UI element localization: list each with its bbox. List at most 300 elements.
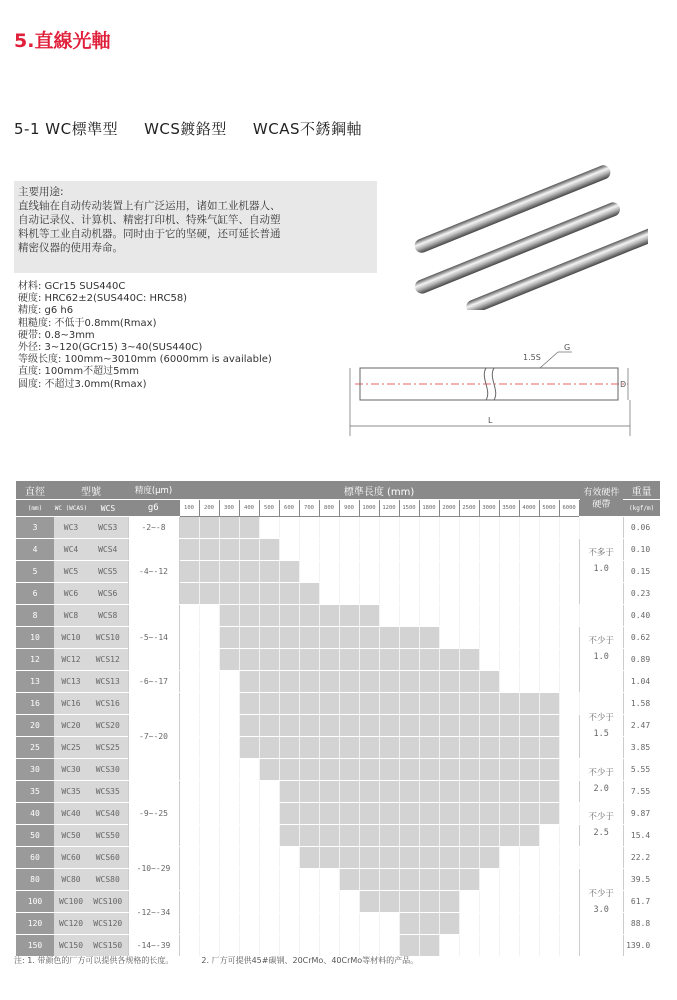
spec-roundness: 圆度: 不超过3.0mm(Rmax) — [18, 378, 147, 390]
length-availability-cell — [519, 561, 539, 583]
length-availability-cell — [219, 605, 239, 627]
length-availability-cell — [259, 627, 279, 649]
hardness-cell: 不少于 3.0 — [579, 847, 623, 957]
length-availability-cell — [539, 583, 559, 605]
length-availability-cell — [399, 935, 419, 957]
length-availability-cell — [519, 649, 539, 671]
length-availability-cell — [499, 913, 519, 935]
length-availability-cell — [319, 693, 339, 715]
length-availability-cell — [179, 825, 199, 847]
diameter-cell: 10 — [16, 627, 54, 649]
length-availability-cell — [339, 935, 359, 957]
length-availability-cell — [439, 825, 459, 847]
length-availability-cell — [539, 517, 559, 539]
model-wc-cell: WC5 — [54, 561, 88, 583]
diameter-cell: 25 — [16, 737, 54, 759]
spec-diameter: 外径: 3~120(GCr15) 3~40(SUS440C) — [18, 342, 203, 354]
length-availability-cell — [439, 671, 459, 693]
model-wcs-cell: WCS25 — [88, 737, 128, 759]
length-availability-cell — [199, 649, 219, 671]
diameter-cell: 100 — [16, 891, 54, 913]
table-row — [16, 693, 660, 715]
length-header-cell: 2500 — [459, 500, 479, 517]
length-availability-cell — [179, 671, 199, 693]
subtitle-wc: 5-1 WC標準型 — [14, 120, 119, 138]
length-availability-cell — [479, 913, 499, 935]
diameter-cell: 50 — [16, 825, 54, 847]
length-availability-cell — [339, 583, 359, 605]
length-availability-cell — [319, 913, 339, 935]
model-wcs-cell: WCS6 — [88, 583, 128, 605]
length-availability-cell — [419, 935, 439, 957]
length-availability-cell — [179, 759, 199, 781]
length-availability-cell — [559, 891, 579, 913]
length-availability-cell — [239, 803, 259, 825]
length-availability-cell — [339, 803, 359, 825]
length-availability-cell — [399, 825, 419, 847]
model-wcs-cell: WCS30 — [88, 759, 128, 781]
length-header-cell: 1800 — [419, 500, 439, 517]
length-availability-cell — [359, 517, 379, 539]
spec-table — [16, 481, 660, 957]
length-availability-cell — [419, 517, 439, 539]
length-availability-cell — [519, 715, 539, 737]
length-availability-cell — [179, 583, 199, 605]
diameter-cell: 12 — [16, 649, 54, 671]
length-availability-cell — [319, 847, 339, 869]
length-availability-cell — [199, 715, 219, 737]
model-wc-cell: WC16 — [54, 693, 88, 715]
length-availability-cell — [339, 649, 359, 671]
length-availability-cell — [439, 517, 459, 539]
footnote-1: 注: 1. 带颜色的厂方可以提供各规格的长度。 — [14, 956, 174, 965]
length-availability-cell — [219, 517, 239, 539]
length-availability-cell — [219, 583, 239, 605]
length-availability-cell — [219, 561, 239, 583]
length-availability-cell — [339, 891, 359, 913]
spec-table-body — [16, 517, 660, 957]
length-availability-cell — [419, 605, 439, 627]
length-availability-cell — [479, 671, 499, 693]
length-availability-cell — [439, 583, 459, 605]
header-precision: 精度(μm) — [128, 481, 179, 500]
length-availability-cell — [519, 935, 539, 957]
spec-hard-band: 硬带: 0.8~3mm — [18, 329, 95, 341]
model-wc-cell: WC50 — [54, 825, 88, 847]
length-availability-cell — [519, 825, 539, 847]
length-availability-cell — [199, 803, 219, 825]
diameter-cell: 30 — [16, 759, 54, 781]
length-availability-cell — [559, 583, 579, 605]
length-availability-cell — [259, 781, 279, 803]
length-availability-cell — [399, 561, 419, 583]
table-row — [16, 671, 660, 693]
length-availability-cell — [559, 561, 579, 583]
precision-cell: -12~-34 — [128, 891, 179, 935]
model-wcs-cell: WCS8 — [88, 605, 128, 627]
length-availability-cell — [219, 913, 239, 935]
length-availability-cell — [239, 627, 259, 649]
length-availability-cell — [379, 847, 399, 869]
usage-line: 直线轴在自动传动装置上有广泛运用，诸如工业机器人、 — [18, 200, 281, 212]
length-availability-cell — [499, 869, 519, 891]
length-availability-cell — [299, 517, 319, 539]
length-availability-cell — [179, 693, 199, 715]
length-availability-cell — [479, 715, 499, 737]
length-availability-cell — [299, 847, 319, 869]
length-availability-cell — [419, 913, 439, 935]
diagram-g-label: G — [564, 343, 571, 352]
length-availability-cell — [399, 693, 419, 715]
length-availability-cell — [259, 803, 279, 825]
length-availability-cell — [179, 561, 199, 583]
length-availability-cell — [459, 781, 479, 803]
shaft-dimension-diagram — [340, 340, 640, 440]
length-availability-cell — [439, 737, 459, 759]
precision-cell: -6~-17 — [128, 671, 179, 693]
weight-cell: 7.55 — [623, 781, 660, 803]
length-availability-cell — [539, 693, 559, 715]
length-availability-cell — [299, 539, 319, 561]
length-availability-cell — [219, 891, 239, 913]
subtitle-wcs: WCS鍍鉻型 — [144, 120, 227, 138]
length-availability-cell — [519, 627, 539, 649]
diameter-cell: 13 — [16, 671, 54, 693]
length-availability-cell — [459, 891, 479, 913]
length-availability-cell — [299, 627, 319, 649]
length-availability-cell — [359, 759, 379, 781]
length-header-cell: 600 — [279, 500, 299, 517]
length-availability-cell — [279, 737, 299, 759]
length-availability-cell — [399, 759, 419, 781]
length-availability-cell — [339, 671, 359, 693]
hardness-cell: 不多于 1.0 — [579, 517, 623, 605]
length-availability-cell — [359, 803, 379, 825]
length-availability-cell — [539, 847, 559, 869]
length-availability-cell — [259, 847, 279, 869]
model-wc-cell: WC120 — [54, 913, 88, 935]
length-availability-cell — [339, 781, 359, 803]
table-row — [16, 847, 660, 869]
length-availability-cell — [459, 759, 479, 781]
length-availability-cell — [259, 583, 279, 605]
length-availability-cell — [219, 671, 239, 693]
table-row — [16, 737, 660, 759]
length-availability-cell — [539, 935, 559, 957]
length-availability-cell — [279, 583, 299, 605]
length-availability-cell — [519, 847, 539, 869]
length-availability-cell — [259, 825, 279, 847]
length-availability-cell — [519, 583, 539, 605]
diameter-cell: 150 — [16, 935, 54, 957]
length-availability-cell — [519, 803, 539, 825]
length-availability-cell — [199, 561, 219, 583]
length-availability-cell — [319, 517, 339, 539]
table-row — [16, 781, 660, 803]
model-wcs-cell: WCS3 — [88, 517, 128, 539]
length-availability-cell — [339, 517, 359, 539]
weight-cell: 88.8 — [623, 913, 660, 935]
length-availability-cell — [479, 583, 499, 605]
length-availability-cell — [419, 583, 439, 605]
length-availability-cell — [479, 517, 499, 539]
model-wcs-cell: WCS16 — [88, 693, 128, 715]
length-availability-cell — [419, 759, 439, 781]
model-wc-cell: WC25 — [54, 737, 88, 759]
length-availability-cell — [499, 649, 519, 671]
length-availability-cell — [239, 759, 259, 781]
model-wcs-cell: WCS5 — [88, 561, 128, 583]
length-availability-cell — [239, 561, 259, 583]
length-availability-cell — [299, 891, 319, 913]
length-availability-cell — [559, 539, 579, 561]
length-availability-cell — [439, 561, 459, 583]
model-wcs-cell: WCS120 — [88, 913, 128, 935]
length-availability-cell — [539, 869, 559, 891]
length-availability-cell — [399, 847, 419, 869]
length-availability-cell — [379, 781, 399, 803]
length-availability-cell — [339, 715, 359, 737]
length-availability-cell — [419, 825, 439, 847]
length-availability-cell — [319, 825, 339, 847]
length-availability-cell — [299, 803, 319, 825]
length-availability-cell — [559, 825, 579, 847]
length-availability-cell — [499, 935, 519, 957]
length-availability-cell — [339, 869, 359, 891]
length-availability-cell — [439, 759, 459, 781]
length-availability-cell — [559, 869, 579, 891]
header-weight-unit: (kgf/m) — [623, 500, 660, 517]
length-availability-cell — [499, 561, 519, 583]
length-availability-cell — [519, 737, 539, 759]
table-row — [16, 803, 660, 825]
length-availability-cell — [179, 935, 199, 957]
length-availability-cell — [239, 781, 259, 803]
length-header-cell: 900 — [339, 500, 359, 517]
header-g6: g6 — [128, 500, 179, 517]
length-availability-cell — [239, 693, 259, 715]
weight-cell: 0.89 — [623, 649, 660, 671]
length-availability-cell — [219, 539, 239, 561]
length-availability-cell — [519, 517, 539, 539]
length-availability-cell — [279, 517, 299, 539]
length-availability-cell — [519, 671, 539, 693]
length-availability-cell — [479, 847, 499, 869]
length-availability-cell — [399, 715, 419, 737]
length-availability-cell — [399, 583, 419, 605]
header-diameter-unit: (mm) — [16, 500, 54, 517]
length-availability-cell — [239, 517, 259, 539]
length-availability-cell — [379, 583, 399, 605]
length-header-cell: 700 — [299, 500, 319, 517]
length-availability-cell — [259, 649, 279, 671]
table-row — [16, 605, 660, 627]
length-availability-cell — [299, 649, 319, 671]
table-row — [16, 825, 660, 847]
length-availability-cell — [279, 935, 299, 957]
length-availability-cell — [379, 891, 399, 913]
length-availability-cell — [219, 649, 239, 671]
length-availability-cell — [479, 649, 499, 671]
length-availability-cell — [279, 825, 299, 847]
model-wcs-cell: WCS10 — [88, 627, 128, 649]
diameter-cell: 35 — [16, 781, 54, 803]
length-availability-cell — [299, 605, 319, 627]
length-availability-cell — [499, 825, 519, 847]
header-wcs: WCS — [88, 500, 128, 517]
length-availability-cell — [399, 869, 419, 891]
length-availability-cell — [299, 869, 319, 891]
length-availability-cell — [339, 561, 359, 583]
length-availability-cell — [379, 803, 399, 825]
length-availability-cell — [279, 869, 299, 891]
length-availability-cell — [499, 671, 519, 693]
length-availability-cell — [359, 737, 379, 759]
length-availability-cell — [339, 627, 359, 649]
length-availability-cell — [399, 737, 419, 759]
model-wcs-cell: WCS150 — [88, 935, 128, 957]
length-availability-cell — [399, 605, 419, 627]
length-availability-cell — [419, 803, 439, 825]
length-availability-cell — [439, 715, 459, 737]
length-availability-cell — [499, 803, 519, 825]
spec-material: 材料: GCr15 SUS440C — [18, 281, 126, 292]
length-availability-cell — [339, 825, 359, 847]
length-availability-cell — [219, 737, 239, 759]
weight-cell: 0.23 — [623, 583, 660, 605]
length-availability-cell — [319, 539, 339, 561]
diameter-cell: 3 — [16, 517, 54, 539]
length-availability-cell — [259, 737, 279, 759]
length-availability-cell — [199, 935, 219, 957]
length-availability-cell — [419, 715, 439, 737]
length-availability-cell — [259, 693, 279, 715]
length-availability-cell — [559, 781, 579, 803]
length-availability-cell — [479, 627, 499, 649]
model-wc-cell: WC6 — [54, 583, 88, 605]
length-availability-cell — [319, 759, 339, 781]
hardness-cell: 不少于 1.0 — [579, 605, 623, 693]
length-availability-cell — [219, 869, 239, 891]
length-availability-cell — [499, 583, 519, 605]
length-availability-cell — [439, 781, 459, 803]
length-availability-cell — [279, 627, 299, 649]
length-availability-cell — [239, 935, 259, 957]
length-availability-cell — [179, 803, 199, 825]
length-availability-cell — [499, 715, 519, 737]
length-availability-cell — [519, 759, 539, 781]
length-availability-cell — [359, 825, 379, 847]
length-availability-cell — [499, 627, 519, 649]
length-availability-cell — [359, 583, 379, 605]
length-availability-cell — [279, 803, 299, 825]
length-availability-cell — [219, 693, 239, 715]
length-availability-cell — [459, 561, 479, 583]
length-header-cell: 400 — [239, 500, 259, 517]
length-availability-cell — [359, 781, 379, 803]
length-availability-cell — [279, 781, 299, 803]
length-availability-cell — [279, 605, 299, 627]
length-availability-cell — [319, 737, 339, 759]
diameter-cell: 60 — [16, 847, 54, 869]
length-availability-cell — [559, 671, 579, 693]
length-availability-cell — [239, 891, 259, 913]
spec-roughness: 粗糙度: 不低于0.8mm(Rmax) — [18, 317, 157, 329]
model-wc-cell: WC150 — [54, 935, 88, 957]
diameter-cell: 80 — [16, 869, 54, 891]
model-wc-cell: WC10 — [54, 627, 88, 649]
length-availability-cell — [399, 517, 419, 539]
length-availability-cell — [399, 671, 419, 693]
length-availability-cell — [519, 539, 539, 561]
specs-list — [18, 281, 272, 391]
length-availability-cell — [339, 693, 359, 715]
length-availability-cell — [239, 671, 259, 693]
hardness-cell: 不少于 1.5 — [579, 693, 623, 759]
length-availability-cell — [499, 605, 519, 627]
weight-cell: 1.58 — [623, 693, 660, 715]
model-wc-cell: WC35 — [54, 781, 88, 803]
length-availability-cell — [439, 693, 459, 715]
length-availability-cell — [319, 671, 339, 693]
diameter-cell: 16 — [16, 693, 54, 715]
length-availability-cell — [419, 561, 439, 583]
length-availability-cell — [259, 605, 279, 627]
length-availability-cell — [539, 737, 559, 759]
precision-cell: -2~-8 — [128, 517, 179, 539]
length-availability-cell — [299, 759, 319, 781]
table-row — [16, 583, 660, 605]
length-availability-cell — [219, 759, 239, 781]
weight-cell: 0.40 — [623, 605, 660, 627]
length-availability-cell — [339, 847, 359, 869]
model-wc-cell: WC13 — [54, 671, 88, 693]
length-availability-cell — [299, 671, 319, 693]
length-availability-cell — [179, 913, 199, 935]
length-availability-cell — [199, 913, 219, 935]
length-availability-cell — [259, 891, 279, 913]
length-availability-cell — [479, 869, 499, 891]
length-header-cell: 6000 — [559, 500, 579, 517]
length-availability-cell — [359, 539, 379, 561]
length-availability-cell — [359, 649, 379, 671]
diameter-cell: 40 — [16, 803, 54, 825]
usage-text — [18, 185, 373, 255]
length-availability-cell — [459, 737, 479, 759]
length-availability-cell — [539, 561, 559, 583]
length-availability-cell — [379, 935, 399, 957]
header-wc: WC (WCAS) — [54, 500, 88, 517]
table-row — [16, 869, 660, 891]
length-availability-cell — [559, 693, 579, 715]
table-row — [16, 517, 660, 539]
length-availability-cell — [259, 517, 279, 539]
length-availability-cell — [439, 627, 459, 649]
length-header-cell: 500 — [259, 500, 279, 517]
table-row — [16, 561, 660, 583]
length-availability-cell — [559, 935, 579, 957]
model-wcs-cell: WCS4 — [88, 539, 128, 561]
length-availability-cell — [179, 737, 199, 759]
length-availability-cell — [319, 781, 339, 803]
length-availability-cell — [219, 715, 239, 737]
length-availability-cell — [519, 891, 539, 913]
length-availability-cell — [219, 847, 239, 869]
diameter-cell: 120 — [16, 913, 54, 935]
header-weight: 重量 — [623, 481, 660, 500]
diameter-cell: 6 — [16, 583, 54, 605]
length-header-cell: 800 — [319, 500, 339, 517]
